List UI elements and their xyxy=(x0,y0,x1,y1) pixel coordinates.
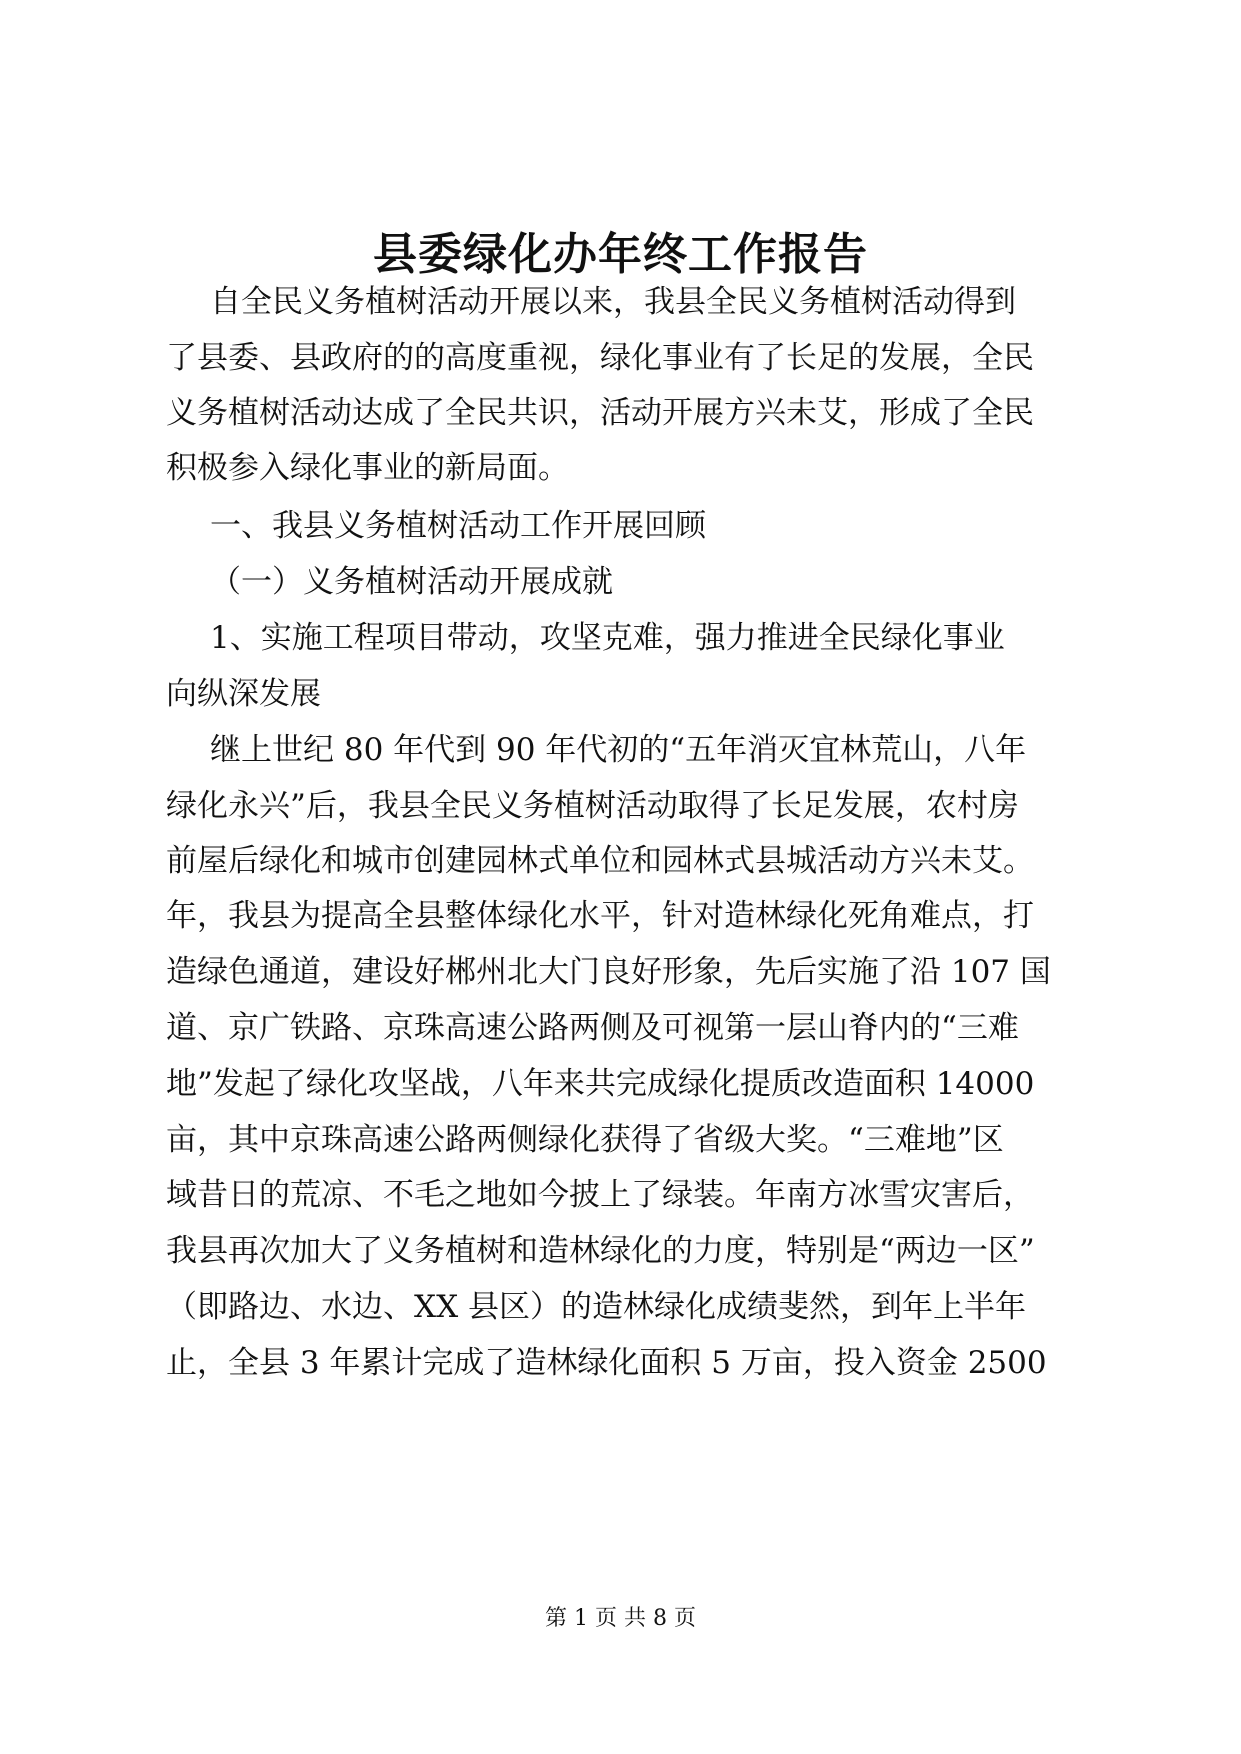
paragraph-line: 继上世纪 80 年代到 90 年代初的“五年消灭宜林荒山，八年 xyxy=(210,732,1027,768)
paragraph-line: 道、京广铁路、京珠高速公路两侧及可视第一层山脊内的“三难 xyxy=(166,1010,1019,1046)
paragraph-line: 义务植树活动达成了全民共识，活动开展方兴未艾，形成了全民 xyxy=(166,395,1034,431)
paragraph-line: 年，我县为提高全县整体绿化水平，针对造林绿化死角难点，打 xyxy=(166,898,1034,934)
paragraph-line: 向纵深发展 xyxy=(166,676,321,712)
paragraph-line: 前屋后绿化和城市创建园林式单位和园林式县城活动方兴未艾。 xyxy=(166,843,1034,879)
paragraph-line: 积极参入绿化事业的新局面。 xyxy=(166,450,569,486)
paragraph-line: （即路边、水边、XX 县区）的造林绿化成绩斐然，到年上半年 xyxy=(166,1289,1026,1325)
section-heading: 一、我县义务植树活动工作开展回顾 xyxy=(210,508,706,544)
document-title: 县委绿化办年终工作报告 xyxy=(373,229,868,280)
paragraph-line: 域昔日的荒凉、不毛之地如今披上了绿装。年南方冰雪灾害后， xyxy=(166,1177,1034,1213)
paragraph-line: 造绿色通道，建设好郴州北大门良好形象，先后实施了沿 107 国 xyxy=(166,954,1051,990)
paragraph-line: 止，全县 3 年累计完成了造林绿化面积 5 万亩，投入资金 2500 xyxy=(166,1345,1047,1381)
paragraph-line: 绿化永兴”后，我县全民义务植树活动取得了长足发展，农村房 xyxy=(166,788,1019,824)
paragraph-line: 自全民义务植树活动开展以来，我县全民义务植树活动得到 xyxy=(210,284,1016,320)
paragraph-line: 我县再次加大了义务植树和造林绿化的力度，特别是“两边一区” xyxy=(166,1233,1035,1269)
paragraph-line: 地”发起了绿化攻坚战，八年来共完成绿化提质改造面积 14000 xyxy=(166,1066,1035,1102)
paragraph-line: 亩，其中京珠高速公路两侧绿化获得了省级大奖。“三难地”区 xyxy=(166,1122,1004,1158)
paragraph-line: 了县委、县政府的的高度重视，绿化事业有了长足的发展，全民 xyxy=(166,340,1034,376)
page-number-footer: 第 1 页 共 8 页 xyxy=(545,1606,696,1631)
subsection-heading: （一）义务植树活动开展成就 xyxy=(210,564,613,600)
paragraph-line: 1、实施工程项目带动，攻坚克难，强力推进全民绿化事业 xyxy=(210,620,1005,656)
